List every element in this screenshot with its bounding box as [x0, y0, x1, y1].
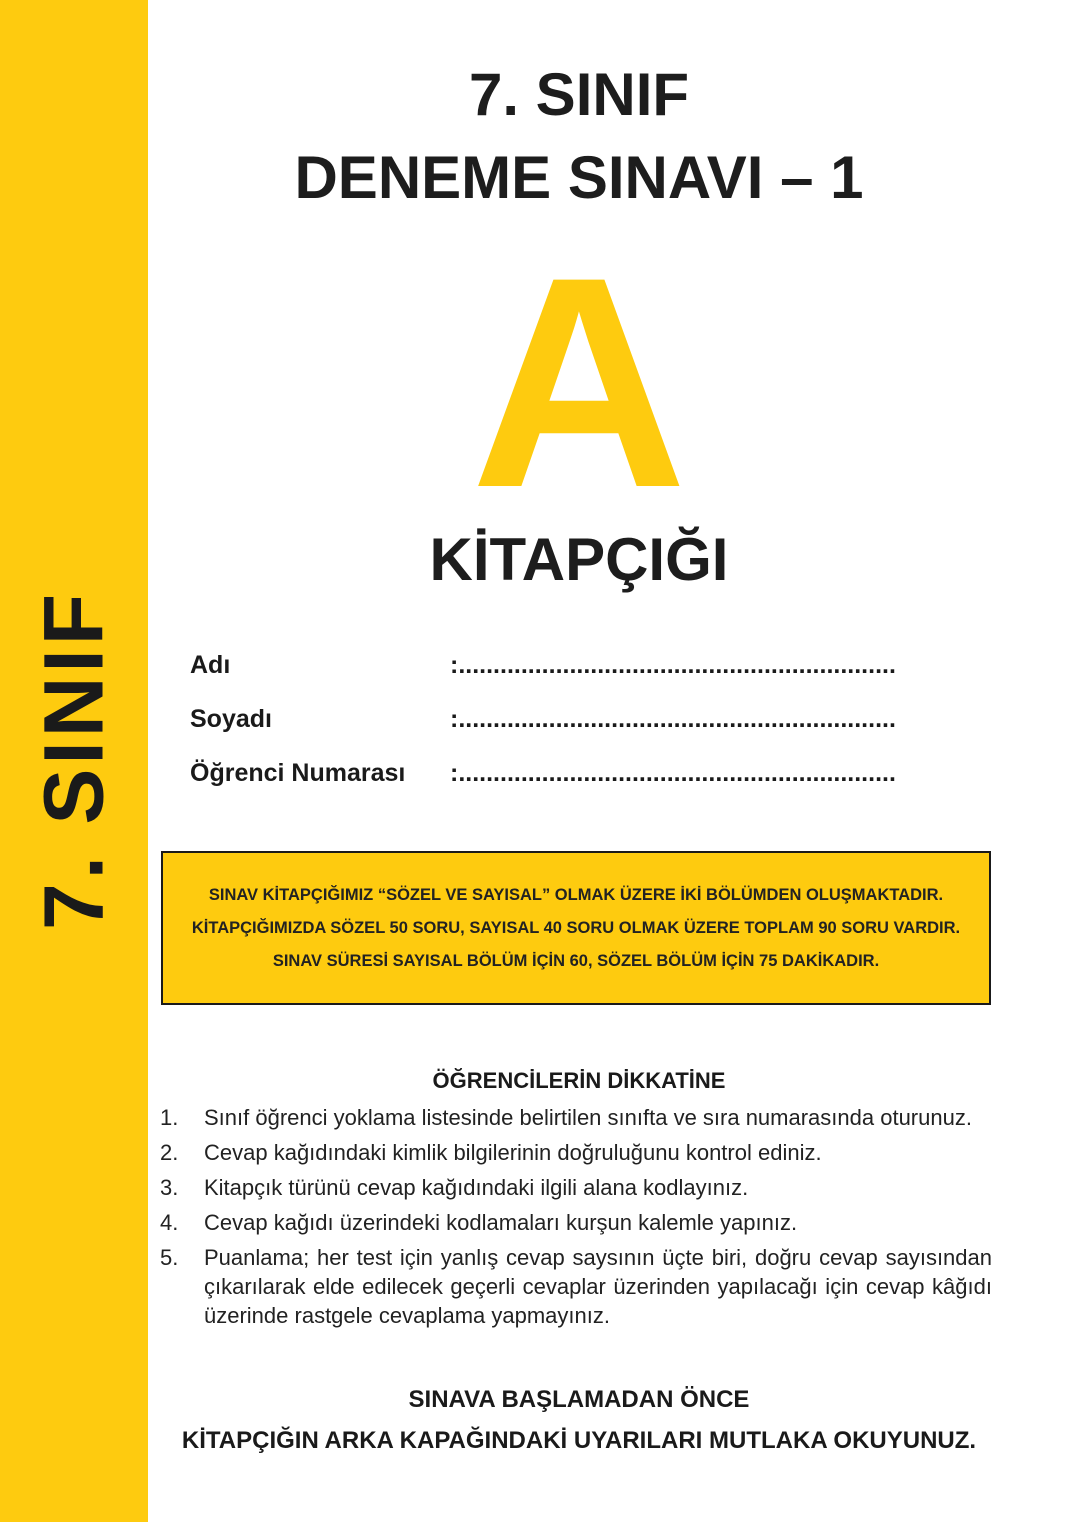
cover-page	[148, 0, 1080, 1522]
list-item-number: 3.	[160, 1175, 179, 1200]
info-line: KİTAPÇIĞIMIZDA SÖZEL 50 SORU, SAYISAL 40 SORU OLMAK ÜZERE TOPLAM 90 SORU VARDIR.	[191, 918, 961, 937]
student-number-field-line[interactable]: :...............................................................	[450, 759, 896, 787]
grade-title: 7. SINIF	[468, 61, 690, 128]
list-item	[160, 1138, 992, 1167]
list-item	[160, 1243, 992, 1330]
list-item-text: Kitapçık türünü cevap kağıdındaki ilgili alana kodlayınız.	[204, 1175, 749, 1200]
list-item-number: 4.	[160, 1210, 179, 1235]
list-item-text: Puanlama; her test için yanlış cevap saysının üçte biri, doğru cevap sayısından çıkarılarak elde edilecek geçerli cevaplar üzerinden yapılacağı için cevap kâğıdı üzerinde rastgele cevaplama yapmayınız.	[204, 1245, 992, 1328]
exam-info-box	[161, 851, 991, 1005]
list-item-number: 2.	[160, 1140, 179, 1165]
name-field-label: Adı	[190, 651, 231, 679]
closing-line-1: SINAVA BAŞLAMADAN ÖNCE	[408, 1386, 750, 1413]
instructions-list	[160, 1103, 992, 1336]
surname-field-line[interactable]: :...............................................................	[450, 705, 896, 733]
info-line: SINAV SÜRESİ SAYISAL BÖLÜM İÇİN 60, SÖZEL BÖLÜM İÇİN 75 DAKİKADIR.	[272, 951, 880, 970]
list-item	[160, 1103, 992, 1132]
info-line: SINAV KİTAPÇIĞIMIZ “SÖZEL VE SAYISAL” OLMAK ÜZERE İKİ BÖLÜMDEN OLUŞMAKTADIR.	[208, 885, 944, 904]
list-item-number: 1.	[160, 1105, 179, 1130]
name-field-line[interactable]: :...............................................................	[450, 651, 896, 679]
sidebar-stripe	[0, 0, 148, 1522]
list-item-text: Sınıf öğrenci yoklama listesinde belirtilen sınıfta ve sıra numarasında oturunuz.	[204, 1105, 972, 1130]
list-item	[160, 1173, 992, 1202]
exam-title: DENEME SINAVI – 1	[294, 144, 864, 211]
list-item-text: Cevap kağıdındaki kimlik bilgilerinin doğruluğunu kontrol ediniz.	[204, 1140, 822, 1165]
list-item	[160, 1208, 992, 1237]
student-number-field-label: Öğrenci Numarası	[190, 759, 406, 787]
list-item-number: 5.	[160, 1245, 179, 1270]
surname-field-label: Soyadı	[190, 705, 272, 733]
booklet-label: KİTAPÇIĞI	[429, 526, 729, 593]
notice-heading: ÖĞRENCİLERİN DİKKATİNE	[432, 1068, 726, 1093]
list-item-text: Cevap kağıdı üzerindeki kodlamaları kurşun kalemle yapınız.	[204, 1210, 798, 1235]
sidebar-grade-label: 7. SINIF	[26, 589, 121, 931]
closing-line-2: KİTAPÇIĞIN ARKA KAPAĞINDAKİ UYARILARI MUTLAKA OKUYUNUZ.	[181, 1427, 977, 1454]
booklet-letter: A	[470, 214, 688, 550]
